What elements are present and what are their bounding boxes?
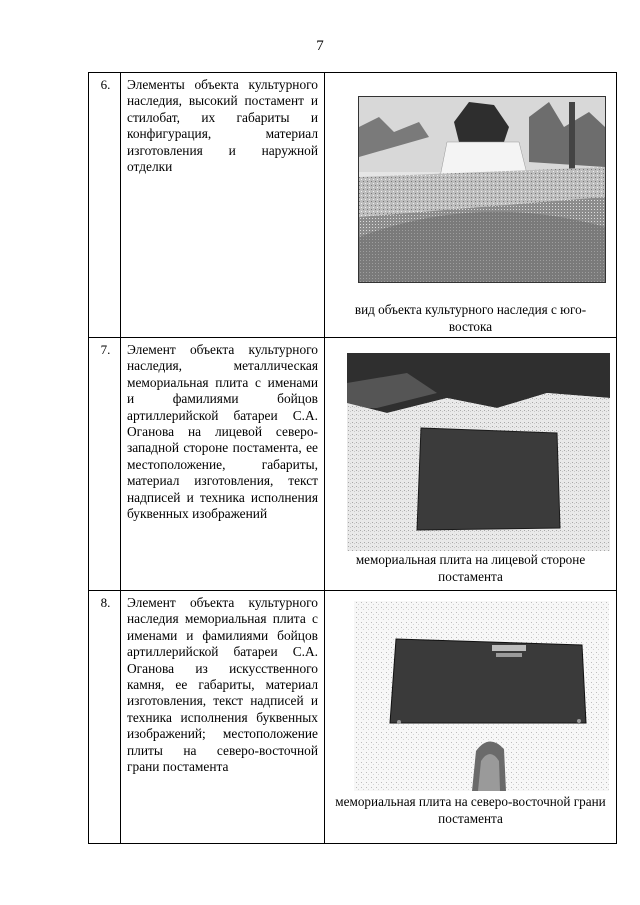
- photo-caption: мемориальная плита на северо-восточной грани постамента: [335, 794, 606, 826]
- monument-photo: [358, 96, 606, 283]
- photo-caption: вид объекта культурного наследия с юго-востока: [354, 302, 587, 334]
- table-row: [89, 73, 617, 338]
- row-description: Элементы объекта культурного наследия, высокий постамент и стилобат, их габариты и конфигурация, материал изготовления и наружной отделки: [127, 77, 318, 175]
- row-description: Элемент объекта культурного наследия мемориальная плита с именами и фамилиями бойцов артиллерийской батареи С.А. Оганова из искусственного камня, ее габариты, материал изготовления, текст надписей и техника исполнения буквенных изображений; местоположение плиты на северо-восточной грани постамента: [127, 595, 318, 775]
- stone-plaque-photo: [354, 601, 609, 791]
- photo-caption: мемориальная плита на лицевой стороне постамента: [355, 552, 586, 584]
- row-number: 6.: [100, 77, 111, 92]
- heritage-elements-table: [88, 72, 617, 844]
- row-description: Элемент объекта культурного наследия, металлическая мемориальная плита с именами и фамилиями бойцов артиллерийской батареи С.А. Оганова на лицевой северо-западной стороне постамента, ее местоположение, габариты, материал изготовления, текст надписей и техника исполнения буквенных изображений: [127, 342, 318, 522]
- page-number: 7: [316, 38, 324, 54]
- row-number: 7.: [100, 342, 111, 357]
- table-row: [89, 338, 617, 591]
- table-row: [89, 591, 617, 844]
- row-number: 8.: [100, 595, 111, 610]
- memorial-plaque-photo: [347, 353, 610, 551]
